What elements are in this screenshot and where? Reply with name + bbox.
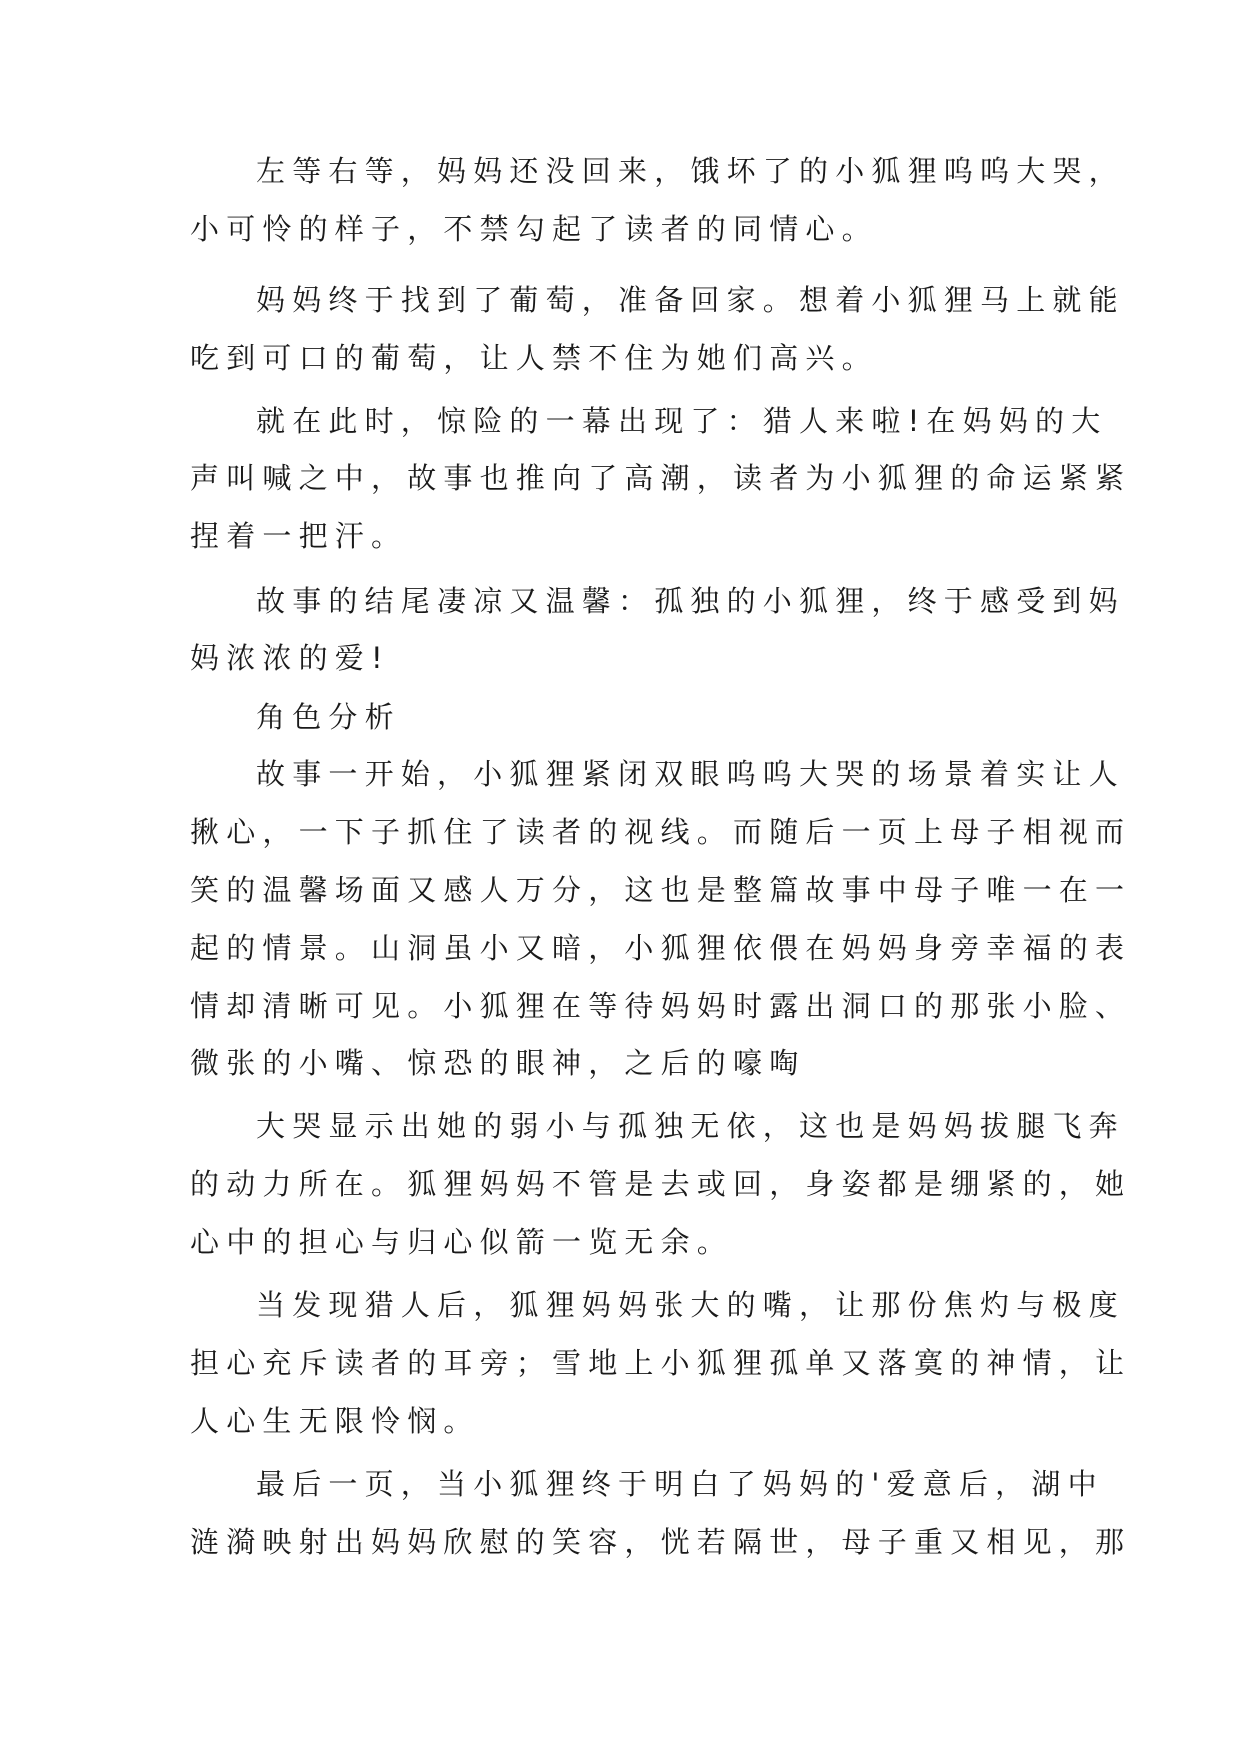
text-line: 最后一页，当小狐狸终于明白了妈妈的'爱意后，湖中 — [256, 1467, 1104, 1501]
text-line: 微张的小嘴、惊恐的眼神，之后的嚎啕 — [190, 1046, 806, 1080]
text-line: 情却清晰可见。小狐狸在等待妈妈时露出洞口的那张小脸、 — [190, 989, 1132, 1023]
text-line: 吃到可口的葡萄，让人禁不住为她们高兴。 — [190, 341, 878, 375]
text-line: 笑的温馨场面又感人万分，这也是整篇故事中母子唯一在一 — [190, 873, 1132, 907]
text-line: 人心生无限怜悯。 — [190, 1404, 480, 1438]
section-heading: 角色分析 — [256, 700, 401, 734]
text-line: 涟漪映射出妈妈欣慰的笑容，恍若隔世，母子重又相见，那 — [190, 1525, 1132, 1559]
text-line: 声叫喊之中，故事也推向了高潮，读者为小狐狸的命运紧紧 — [190, 461, 1132, 495]
text-line: 就在此时，惊险的一幕出现了：猎人来啦!在妈妈的大 — [256, 404, 1108, 438]
text-line: 的动力所在。狐狸妈妈不管是去或回，身姿都是绷紧的，她 — [190, 1167, 1132, 1201]
text-line: 妈妈终于找到了葡萄，准备回家。想着小狐狸马上就能 — [256, 283, 1125, 317]
text-line: 故事一开始，小狐狸紧闭双眼呜呜大哭的场景着实让人 — [256, 757, 1125, 791]
text-line: 起的情景。山洞虽小又暗，小狐狸依偎在妈妈身旁幸福的表 — [190, 931, 1132, 965]
text-line: 揪心，一下子抓住了读者的视线。而随后一页上母子相视而 — [190, 815, 1132, 849]
text-line: 捏着一把汗。 — [190, 519, 408, 553]
text-line: 担心充斥读者的耳旁；雪地上小狐狸孤单又落寞的神情，让 — [190, 1346, 1132, 1380]
text-line: 故事的结尾凄凉又温馨：孤独的小狐狸，终于感受到妈 — [256, 584, 1125, 618]
text-line: 小可怜的样子，不禁勾起了读者的同情心。 — [190, 212, 878, 246]
text-line: 左等右等，妈妈还没回来，饿坏了的小狐狸呜呜大哭， — [256, 154, 1125, 188]
text-line: 妈浓浓的爱! — [190, 641, 390, 675]
text-line: 心中的担心与归心似箭一览无余。 — [190, 1225, 734, 1259]
text-line: 当发现猎人后，狐狸妈妈张大的嘴，让那份焦灼与极度 — [256, 1288, 1125, 1322]
text-line: 大哭显示出她的弱小与孤独无依，这也是妈妈拔腿飞奔 — [256, 1109, 1125, 1143]
